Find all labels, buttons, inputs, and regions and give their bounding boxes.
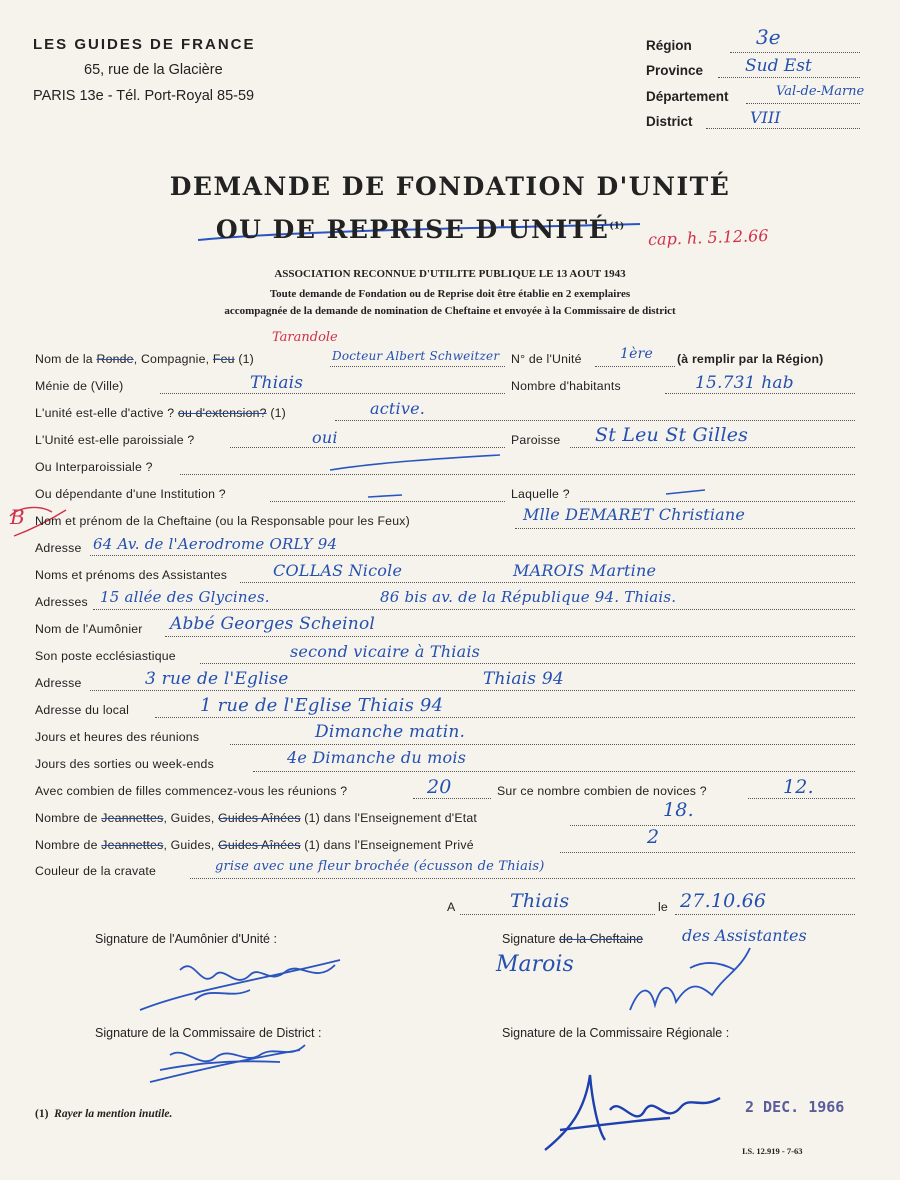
row-lieu-date: A Thiais le 27.10.66	[35, 898, 855, 920]
assistantes-note: des Assistantes	[682, 926, 807, 945]
assistant1-address-value: 15 allée des Glycines.	[100, 588, 270, 606]
district-line	[706, 128, 860, 129]
page-title-line2: OU DE REPRISE D'UNITÉ$^{(1)}$	[215, 215, 625, 244]
unit-name-above: Tarandole	[272, 330, 338, 345]
cheftaine-value: Mlle DEMARET Christiane	[523, 505, 746, 524]
row-poste: Son poste ecclésiastique second vicaire à Thiais	[35, 647, 855, 669]
assistante-signature-2	[630, 948, 750, 1010]
departement-value: Val-de-Marne	[776, 84, 865, 99]
district-value: VIII	[750, 108, 781, 127]
row-paroissiale: L'Unité est-elle paroissiale ? oui Paroisse St Leu St Gilles	[35, 431, 855, 453]
aumonier-signature-label: Signature de l'Aumônier d'Unité :	[95, 932, 277, 946]
received-date-stamp: 2 DEC. 1966	[745, 1098, 845, 1116]
departement-label: Département	[646, 89, 729, 104]
aumonier-address-value: 3 rue de l'Eglise	[145, 669, 289, 689]
assistant2-value: MAROIS Martine	[513, 561, 657, 580]
footnote: (1) Rayer la mention inutile.	[35, 1108, 173, 1120]
town-value: Thiais	[250, 373, 304, 393]
aumonier-city-value: Thiais 94	[483, 669, 564, 689]
row-assistantes: Noms et prénoms des Assistantes COLLAS Nicole MAROIS Martine	[35, 566, 855, 588]
form-code: I.S. 12.919 - 7-63	[742, 1146, 803, 1156]
filles-value: 20	[427, 776, 452, 798]
district-label: District	[646, 114, 693, 129]
inhabitants-value: 15.731 hab	[695, 373, 794, 393]
cheftaine-address-value: 64 Av. de l'Aerodrome ORLY 94	[93, 535, 338, 553]
province-label: Province	[646, 63, 704, 78]
row-adresse1: Adresse 64 Av. de l'Aerodrome ORLY 94	[35, 539, 855, 561]
org-address: 65, rue de la Glacière	[84, 62, 223, 78]
commissaire-regionale-signature	[545, 1075, 720, 1150]
paroisse-value: St Leu St Gilles	[595, 424, 749, 446]
row-filles: Avec combien de filles commencez-vous les réunions ? 20 Sur ce nombre combien de novices ? 12.	[35, 782, 855, 804]
instruction-line1: Toute demande de Fondation ou de Reprise doit être établie en 2 exemplaires	[269, 288, 631, 300]
prive-value: 2	[647, 826, 660, 848]
margin-note: B	[10, 505, 25, 529]
unit-name-value: Docteur Albert Schweitzer	[332, 349, 500, 363]
row-prive: Nombre de Jeannettes, Guides, Guides Aînées (1) dans l'Enseignement Privé 2	[35, 836, 855, 858]
region-line	[730, 52, 860, 53]
row-adresse2: Adresse 3 rue de l'Eglise Thiais 94	[35, 674, 855, 696]
row-aumonier: Nom de l'Aumônier Abbé Georges Scheinol	[35, 620, 855, 642]
local-value: 1 rue de l'Eglise Thiais 94	[200, 695, 444, 716]
commissaire-district-signature	[150, 1045, 305, 1082]
departement-line	[746, 103, 860, 104]
row-unit-name: Nom de la Ronde, Compagnie, Feu (1) Docteur Albert Schweitzer N° de l'Unité 1ère (à remplir par la Région)	[35, 346, 824, 366]
cravate-value: grise avec une fleur brochée (écusson de Thiais)	[215, 859, 545, 874]
novices-value: 12.	[783, 776, 814, 798]
org-city-phone: PARIS 13e - Tél. Port-Royal 85-59	[33, 88, 255, 104]
region-label: Région	[646, 38, 692, 53]
instruction-line2: accompagnée de la demande de nomination de Cheftaine et envoyée à la Commissaire de district	[224, 305, 676, 317]
assistant2-address-value: 86 bis av. de la République 94. Thiais.	[380, 588, 677, 606]
date-value: 27.10.66	[680, 890, 767, 912]
row-active: L'unité est-elle d'active ? ou d'extension? (1) active.	[35, 404, 855, 426]
row-interparoissiale: Ou Interparoissiale ?	[35, 458, 855, 480]
etat-value: 18.	[663, 799, 694, 821]
page-title-line1: DEMANDE DE FONDATION D'UNITÉ	[169, 172, 731, 201]
association-line: ASSOCIATION RECONNUE D'UTILITE PUBLIQUE LE 13 AOUT 1943	[274, 268, 626, 280]
row-reunions: Jours et heures des réunions Dimanche matin.	[35, 728, 855, 750]
assistante-signature-1: Marois	[496, 952, 574, 977]
commissaire-regionale-label: Signature de la Commissaire Régionale :	[502, 1026, 730, 1040]
row-institution: Ou dépendante d'une Institution ? Laquelle ?	[35, 485, 855, 507]
row-cheftaine: Nom et prénom de la Cheftaine (ou la Responsable pour les Feux) Mlle DEMARET Christiane	[35, 512, 855, 534]
place-value: Thiais	[510, 890, 570, 912]
poste-value: second vicaire à Thiais	[290, 642, 481, 661]
row-menie: Ménie de (Ville) Thiais Nombre d'habitants 15.731 hab	[35, 377, 855, 399]
row-cravate: Couleur de la cravate grise avec une fleur brochée (écusson de Thiais)	[35, 862, 855, 884]
row-local: Adresse du local 1 rue de l'Eglise Thiais 94	[35, 701, 855, 723]
aumonier-signature	[140, 960, 340, 1010]
aumonier-value: Abbé Georges Scheinol	[170, 614, 376, 634]
row-adresses: Adresses 15 allée des Glycines. 86 bis av. de la République 94. Thiais.	[35, 593, 855, 615]
row-sorties: Jours des sorties ou week-ends 4e Dimanche du mois	[35, 755, 855, 777]
commissaire-district-label: Signature de la Commissaire de District :	[95, 1026, 322, 1040]
sorties-value: 4e Dimanche du mois	[287, 748, 467, 767]
reunions-value: Dimanche matin.	[315, 722, 466, 742]
province-line	[718, 77, 860, 78]
province-value: Sud Est	[745, 56, 812, 76]
active-value: active.	[370, 399, 426, 418]
row-etat: Nombre de Jeannettes, Guides, Guides Aînées (1) dans l'Enseignement d'Etat 18.	[35, 809, 855, 831]
paroissiale-value: oui	[312, 428, 338, 447]
assistant1-value: COLLAS Nicole	[273, 561, 403, 580]
region-value: 3e	[756, 25, 781, 49]
unit-number-value: 1ère	[620, 346, 653, 362]
cheftaine-signature-label: Signature de la Cheftaine	[502, 932, 644, 946]
received-note: cap. h. 5.12.66	[647, 225, 769, 250]
org-name: LES GUIDES DE FRANCE	[33, 36, 256, 53]
